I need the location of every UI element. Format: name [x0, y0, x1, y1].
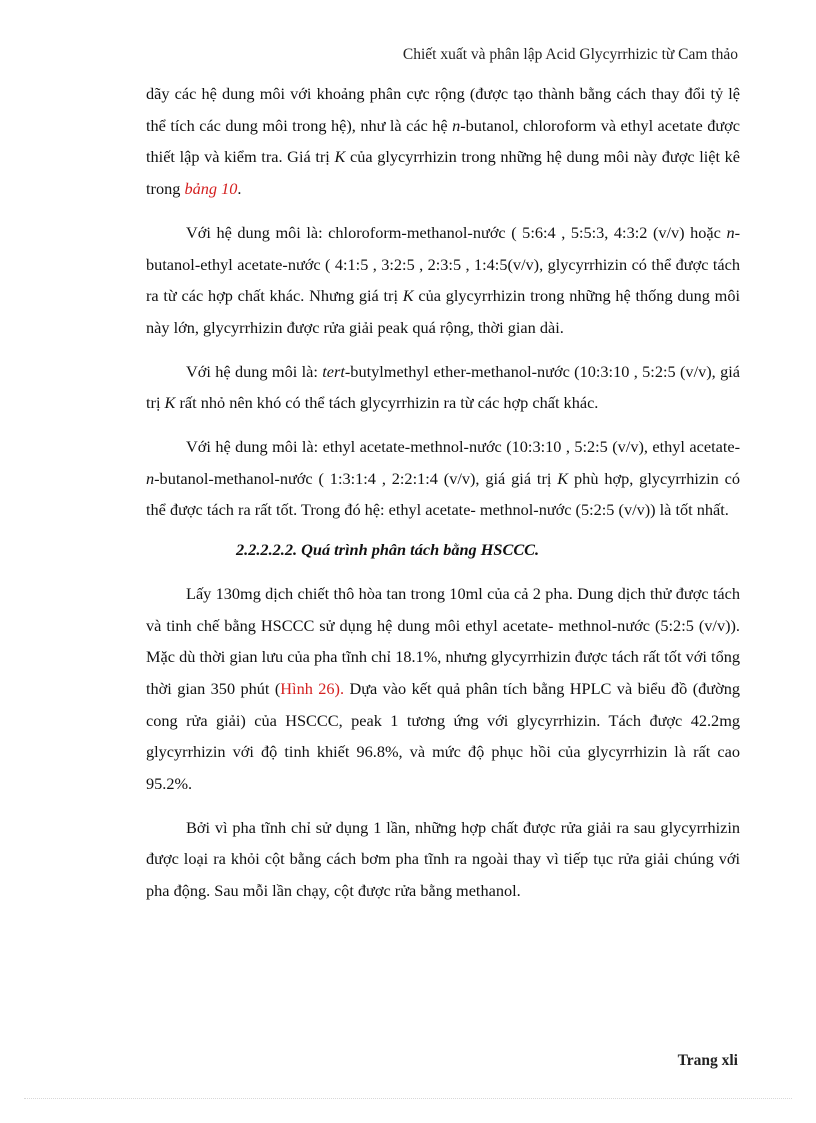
section-heading: 2.2.2.2.2. Quá trình phân tách bằng HSCCC.: [236, 540, 540, 560]
paragraph-5: Lấy 130mg dịch chiết thô hòa tan trong 10ml của cả 2 pha. Dung dịch thử được tách và tinh chế bằng HSCCC sử dụng hệ dung môi ethyl acetate- methnol-nước (5:2:5 (v/v)). Mặc dù thời gian lưu của pha tĩnh chỉ 18.1%, nhưng glycyrrhizin được tách rất tốt với tổng thời gian 350 phút (Hình 26). Dựa vào kết quả phân tích bằng HPLC và biểu đồ (đường cong rửa giải) của HSCCC, peak 1 tương ứng với glycyrrhizin. Tách được 42.2mg glycyrrhizin với độ tinh khiết 96.8%, và mức độ phục hồi của glycyrrhizin là rất cao 95.2%.: [146, 583, 740, 794]
page-number: Trang xli: [677, 1052, 738, 1069]
page-bottom-divider: [24, 1098, 792, 1099]
paragraph-2: Với hệ dung môi là: chloroform-methanol-nước ( 5:6:4 , 5:5:3, 4:3:2 (v/v) hoặc n-butanol-ethyl acetate-nước ( 4:1:5 , 3:2:5 , 2:3:5 , 1:4:5(v/v), glycyrrhizin có thể được tách ra từ các hợp chất khác. Nhưng giá trị K của glycyrrhizin trong những hệ thống dung môi này lớn, glycyrrhizin được rửa giải peak quá rộng, thời gian dài.: [146, 222, 741, 337]
running-header: Chiết xuất và phân lập Acid Glycyrrhizic từ Cam thảo: [402, 46, 738, 63]
body-text: [146, 78, 740, 907]
paragraph-6: Bởi vì pha tĩnh chỉ sử dụng 1 lần, những hợp chất được rửa giải ra sau glycyrrhizin được loại ra khỏi cột bằng cách bơm pha tĩnh ra ngoài thay vì tiếp tục rửa giải chúng với pha động. Sau mỗi lần chạy, cột được rửa bằng methanol.: [146, 817, 740, 901]
table-reference-link[interactable]: bảng 10: [184, 179, 238, 199]
paragraph-1: dãy các hệ dung môi với khoảng phân cực rộng (được tạo thành bằng cách thay đổi tỷ lệ thể tích các dung môi trong hệ), như là các hệ n-butanol, chloroform và ethyl acetate được thiết lập và kiểm tra. Giá trị K của glycyrrhizin trong những hệ dung môi này được liệt kê trong bảng 10.: [146, 84, 741, 199]
paragraph-4: Với hệ dung môi là: ethyl acetate-methnol-nước (10:3:10 , 5:2:5 (v/v), ethyl acetate-n-butanol-methanol-nước ( 1:3:1:4 , 2:2:1:4 (v/v), giá giá trị K phù hợp, glycyrrhizin có thể được tách ra rất tốt. Trong đó hệ: ethyl acetate- methnol-nước (5:2:5 (v/v)) là tốt nhất.: [146, 437, 740, 520]
paragraph-3: Với hệ dung môi là: tert-butylmethyl ether-methanol-nước (10:3:10 , 5:2:5 (v/v), giá trị K rất nhỏ nên khó có thể tách glycyrrhizin ra từ các hợp chất khác.: [146, 361, 740, 413]
figure-reference-link[interactable]: Hình 26).: [280, 678, 345, 698]
